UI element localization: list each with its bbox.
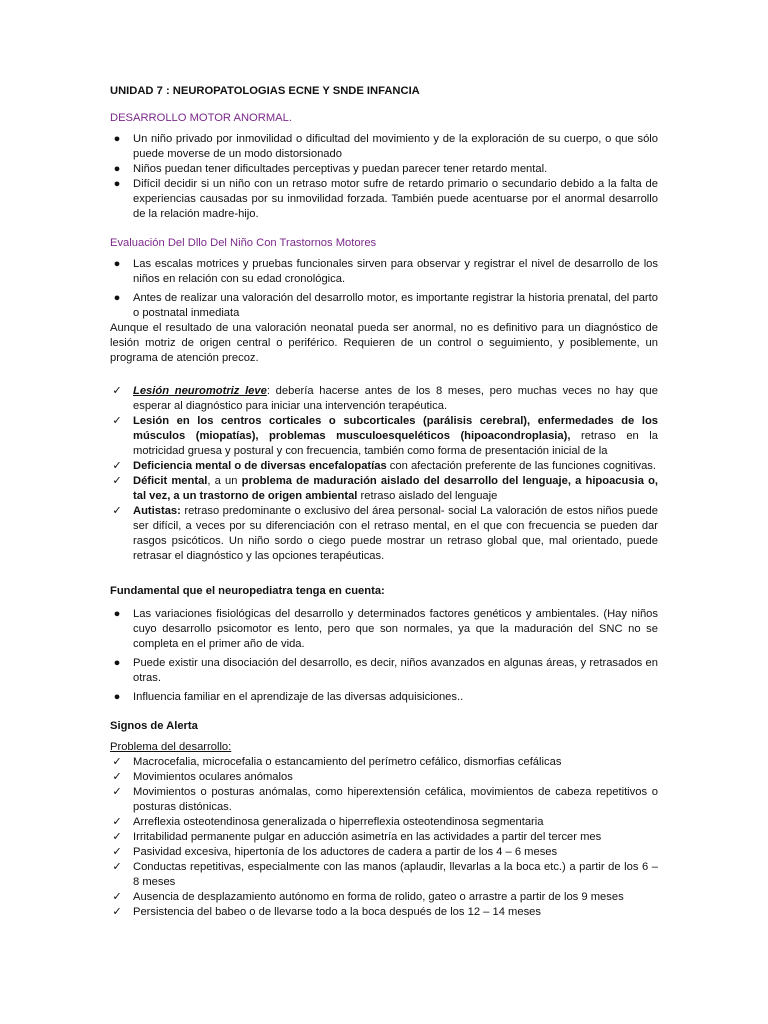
section-heading-desarrollo-motor: DESARROLLO MOTOR ANORMAL. xyxy=(110,112,292,124)
subheading-problema-desarrollo: Problema del desarrollo: xyxy=(110,741,232,753)
list-item: ● Puede existir una disociación del desarrollo, es decir, niños avanzados en algunas áreas, y retrasados en otras. xyxy=(110,656,658,686)
evaluacion-paragraph: Aunque el resultado de una valoración neonatal pueda ser anormal, no es definitivo para un diagnóstico de lesión motriz de origen central o periférico. Requieren de un control o seguimiento, y posiblemente, un programa de atención precoz. xyxy=(110,322,658,364)
section-heading-signos-alerta: Signos de Alerta xyxy=(110,720,198,732)
bullet-list-evaluacion xyxy=(110,257,658,321)
bullet-icon: ● xyxy=(113,163,121,175)
document-title: UNIDAD 7 : NEUROPATOLOGIAS ECNE Y SNDE INFANCIA xyxy=(110,85,420,97)
bullet-icon: ● xyxy=(113,292,121,304)
list-item: ✓ Lesión en los centros corticales o subcorticales (parálisis cerebral), enfermedades de los músculos (miopatías), problemas musculoesqueléticos (hipoacondroplasia), retraso en la motricidad gruesa y postural y con frecuencia, también como forma de presentación inicial de la xyxy=(110,414,658,459)
bullet-icon: ● xyxy=(113,178,121,190)
bullet-icon: ● xyxy=(113,657,121,669)
check-icon: ✓ xyxy=(112,846,122,858)
list-item: ✓ Persistencia del babeo o de llevarse todo a la boca después de los 12 – 14 meses xyxy=(110,905,658,920)
bullet-icon: ● xyxy=(113,258,121,270)
section-heading-fundamental: Fundamental que el neuropediatra tenga en cuenta: xyxy=(110,585,385,597)
check-icon: ✓ xyxy=(112,891,122,903)
list-item: ✓ Deficiencia mental o de diversas encefalopatías con afectación preferente de las funciones cognitivas. xyxy=(110,459,658,474)
list-item: ✓ Macrocefalia, microcefalia o estancamiento del perímetro cefálico, dismorfias cefálicas xyxy=(110,755,658,770)
check-icon: ✓ xyxy=(112,415,122,427)
bullet-icon: ● xyxy=(113,608,121,620)
list-item: ● Influencia familiar en el aprendizaje de las diversas adquisiciones.. xyxy=(110,690,658,705)
list-item: ✓ Conductas repetitivas, especialmente con las manos (aplaudir, llevarlas a la boca etc.) a partir de los 6 – 8 meses xyxy=(110,860,658,890)
check-icon: ✓ xyxy=(112,385,122,397)
check-icon: ✓ xyxy=(112,771,122,783)
bullet-icon: ● xyxy=(113,691,121,703)
list-item: ● Un niño privado por inmovilidad o dificultad del movimiento y de la exploración de su cuerpo, o que sólo puede moverse de un modo distorsionado xyxy=(110,132,658,162)
list-item: ● Antes de realizar una valoración del desarrollo motor, es importante registrar la historia prenatal, del parto o postnatal inmediata xyxy=(110,291,658,321)
list-item: ✓ Lesión neuromotriz leve: debería hacerse antes de los 8 meses, pero muchas veces no hay que esperar al diagnóstico para iniciar una intervención terapéutica. xyxy=(110,384,658,414)
list-item: ✓ Arreflexia osteotendinosa generalizada o hiperreflexia osteotendinosa segmentaria xyxy=(110,815,658,830)
check-icon: ✓ xyxy=(112,906,122,918)
list-item: ✓ Autistas: retraso predominante o exclusivo del área personal- social La valoración de estos niños puede ser difícil, a veces por su diferenciación con el retraso mental, en el que con frecuencia se pueden dar rasgos psicóticos. Un niño sordo o ciego puede mostrar un retraso global que, mal orientado, puede retrasar el diagnóstico y las opciones terapéuticas. xyxy=(110,504,658,564)
list-item: ✓ Déficit mental, a un problema de maduración aislado del desarrollo del lenguaje, a hipoacusia o, tal vez, a un trastorno de origen ambiental retraso aislado del lenguaje xyxy=(110,474,658,504)
checklist-signos-alerta xyxy=(110,755,658,920)
bullet-icon: ● xyxy=(113,133,121,145)
list-item: ✓ Pasividad excesiva, hipertonía de los aductores de cadera a partir de los 4 – 6 meses xyxy=(110,845,658,860)
bullet-list-desarrollo-motor xyxy=(110,132,658,222)
list-item: ● Niños puedan tener dificultades perceptivas y puedan parecer tener retardo mental. xyxy=(110,162,658,177)
check-icon: ✓ xyxy=(112,475,122,487)
list-item: ✓ Movimientos o posturas anómalas, como hiperextensión cefálica, movimientos de cabeza repetitivos o posturas distónicas. xyxy=(110,785,658,815)
section-heading-evaluacion: Evaluación Del Dllo Del Niño Con Trastornos Motores xyxy=(110,237,377,249)
checklist-lesiones xyxy=(110,384,658,564)
check-icon: ✓ xyxy=(112,460,122,472)
check-icon: ✓ xyxy=(112,505,122,517)
check-icon: ✓ xyxy=(112,756,122,768)
check-icon: ✓ xyxy=(112,831,122,843)
bullet-list-fundamental xyxy=(110,607,658,705)
list-item: ✓ Ausencia de desplazamiento autónomo en forma de rolido, gateo o arrastre a partir de los 9 meses xyxy=(110,890,658,905)
list-item: ● Difícil decidir si un niño con un retraso motor sufre de retardo primario o secundario debido a la falta de experiencias causadas por su inmovilidad forzada. También puede acentuarse por el anormal desarrollo de la relación madre-hijo. xyxy=(110,177,658,222)
list-item: ✓ Irritabilidad permanente pulgar en aducción asimetría en las actividades a partir del tercer mes xyxy=(110,830,658,845)
list-item: ● Las variaciones fisiológicas del desarrollo y determinados factores genéticos y ambientales. (Hay niños cuyo desarrollo psicomotor es lento, pero que son normales, ya que la maduración del SNC no se completa en el primer año de vida. xyxy=(110,607,658,652)
check-icon: ✓ xyxy=(112,816,122,828)
check-icon: ✓ xyxy=(112,861,122,873)
list-item: ● Las escalas motrices y pruebas funcionales sirven para observar y registrar el nivel de desarrollo de los niños en relación con su edad cronológica. xyxy=(110,257,658,287)
check-icon: ✓ xyxy=(112,786,122,798)
list-item: ✓ Movimientos oculares anómalos xyxy=(110,770,658,785)
